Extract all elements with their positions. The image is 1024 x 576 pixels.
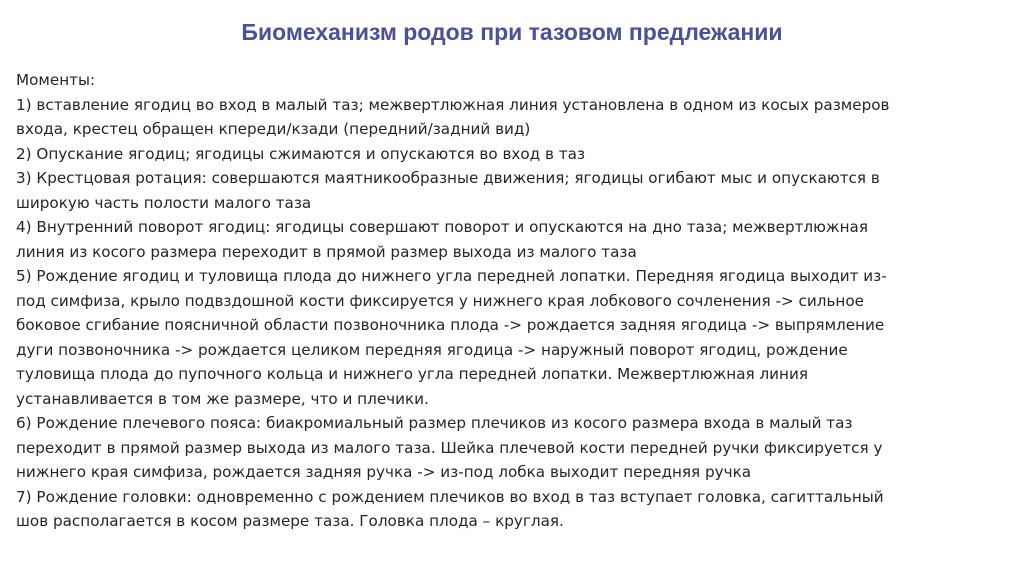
body-line: переходит в прямой размер выхода из малого таза. Шейка плечевой кости передней ручки фиксируется у bbox=[16, 438, 883, 457]
body-line: входа, крестец обращен кпереди/кзади (передний/задний вид) bbox=[16, 120, 531, 138]
body-line: 2) Опускание ягодиц; ягодицы сжимаются и опускаются во вход в таз bbox=[16, 144, 586, 163]
body-line: широкую часть полости малого таза bbox=[16, 193, 312, 212]
body-line: 4) Внутренний поворот ягодиц: ягодицы совершают поворот и опускаются на дно таза; межвертлюжная bbox=[16, 218, 868, 236]
body-line: боковое сгибание поясничной области позвоночника плода -> рождается задняя ягодица -> выпрямление bbox=[16, 316, 885, 334]
body-line: дуги позвоночника -> рождается целиком передняя ягодица -> наружный поворот ягодиц, рождение bbox=[16, 340, 848, 359]
body-line: 6) Рождение плечевого пояса: биакромиальный размер плечиков из косого размера входа в малый таз bbox=[16, 414, 853, 432]
body-line: 3) Крестцовая ротация: совершаются маятникообразные движения; ягодицы огибают мыс и опускаются в bbox=[16, 169, 880, 187]
slide-title: Биомеханизм родов при тазовом предлежании bbox=[241, 19, 783, 45]
body-line: 7) Рождение головки: одновременно с рождением плечиков во вход в таз вступает головка, сагиттальный bbox=[16, 487, 884, 506]
body-line: линия из косого размера переходит в прямой размер выхода из малого таза bbox=[16, 242, 637, 261]
body-line: 5) Рождение ягодиц и туловища плода до нижнего угла передней лопатки. Передняя ягодица выходит из- bbox=[16, 267, 887, 285]
slide-body bbox=[16, 68, 1006, 534]
body-line: под симфиза, крыло подвздошной кости фиксируется у нижнего края лобкового сочленения -> сильное bbox=[16, 291, 864, 310]
body-line: туловища плода до пупочного кольца и нижнего угла передней лопатки. Межвертлюжная линия bbox=[16, 365, 808, 383]
body-line: устанавливается в том же размере, что и плечики. bbox=[16, 389, 429, 408]
body-line: Моменты: bbox=[16, 71, 96, 89]
body-line: 1) вставление ягодиц во вход в малый таз; межвертлюжная линия установлена в одном из косых размеров bbox=[16, 95, 890, 114]
body-line: шов располагается в косом размере таза. Головка плода – круглая. bbox=[16, 512, 564, 530]
body-line: нижнего края симфиза, рождается задняя ручка -> из-под лобка выходит передняя ручка bbox=[16, 463, 752, 481]
